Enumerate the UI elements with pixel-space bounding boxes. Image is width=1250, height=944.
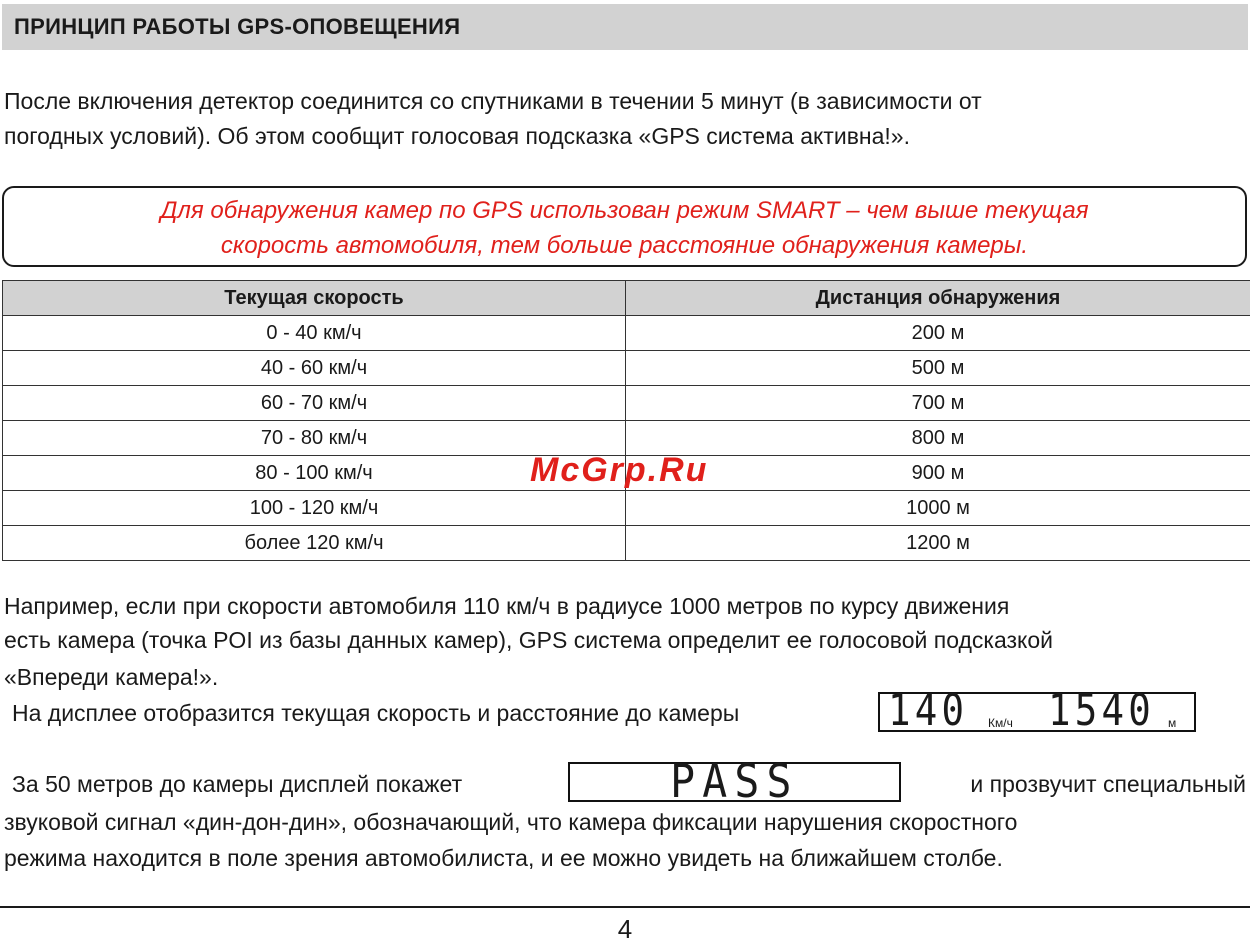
table-row bbox=[3, 351, 1250, 386]
example-line4: На дисплее отобразится текущая скорость и расстояние до камеры bbox=[12, 696, 872, 731]
note-line2: скорость автомобиля, тем больше расстояние обнаружения камеры. bbox=[221, 228, 1028, 263]
smart-mode-note bbox=[2, 186, 1247, 267]
section-title-bar bbox=[2, 4, 1248, 50]
intro-paragraph-line1: После включения детектор соединится со спутниками в течении 5 минут (в зависимости от bbox=[4, 84, 1246, 119]
speed-cell: 100 - 120 км/ч bbox=[3, 491, 626, 526]
speed-cell: 60 - 70 км/ч bbox=[3, 386, 626, 421]
display-speed-value: 140 bbox=[888, 692, 973, 730]
table-row bbox=[3, 316, 1250, 351]
footer-divider bbox=[0, 906, 1250, 908]
speed-cell: более 120 км/ч bbox=[3, 526, 626, 561]
pass-display bbox=[568, 762, 901, 802]
speed-distance-display bbox=[878, 692, 1196, 732]
example-line2: есть камера (точка POI из базы данных камер), GPS система определит ее голосовой подсказкой bbox=[4, 623, 1246, 658]
table-header-row bbox=[3, 281, 1250, 316]
speed-cell: 70 - 80 км/ч bbox=[3, 421, 626, 456]
table-row bbox=[3, 386, 1250, 421]
watermark: McGrp.Ru bbox=[530, 451, 708, 490]
distance-cell: 1200 м bbox=[626, 526, 1250, 561]
note-line1: Для обнаружения камер по GPS использован режим SMART – чем выше текущая bbox=[160, 193, 1088, 228]
intro-paragraph-line2: погодных условий). Об этом сообщит голосовая подсказка «GPS система активна!». bbox=[4, 119, 1246, 154]
distance-cell: 800 м bbox=[626, 421, 1250, 456]
distance-cell: 200 м bbox=[626, 316, 1250, 351]
page-number: 4 bbox=[600, 914, 650, 944]
speed-cell: 0 - 40 км/ч bbox=[3, 316, 626, 351]
header-speed: Текущая скорость bbox=[3, 281, 626, 316]
distance-cell: 700 м bbox=[626, 386, 1250, 421]
pass-after-text: и прозвучит специальный bbox=[916, 767, 1246, 802]
table-row bbox=[3, 491, 1250, 526]
display-distance-value: 1540 bbox=[1048, 692, 1150, 730]
speed-cell: 40 - 60 км/ч bbox=[3, 351, 626, 386]
distance-cell: 1000 м bbox=[626, 491, 1250, 526]
speed-cell: 80 - 100 км/ч bbox=[3, 456, 626, 491]
pass-line2: звуковой сигнал «дин-дон-дин», обозначающий, что камера фиксации нарушения скоростного bbox=[4, 805, 1246, 840]
table-row bbox=[3, 526, 1250, 561]
display-distance-unit: м bbox=[1168, 716, 1176, 730]
display-speed-unit: Км/ч bbox=[988, 716, 1048, 730]
header-distance: Дистанция обнаружения bbox=[626, 281, 1250, 316]
example-line1: Например, если при скорости автомобиля 110 км/ч в радиусе 1000 метров по курсу движения bbox=[4, 589, 1246, 624]
pass-display-text: PASS bbox=[670, 762, 799, 800]
pass-line3: режима находится в поле зрения автомобилиста, и ее можно увидеть на ближайшем столбе. bbox=[4, 841, 1246, 876]
pass-intro-text: За 50 метров до камеры дисплей покажет bbox=[12, 767, 572, 802]
detection-distance-table bbox=[2, 280, 1250, 561]
distance-cell: 500 м bbox=[626, 351, 1250, 386]
page-title: ПРИНЦИП РАБОТЫ GPS-ОПОВЕЩЕНИЯ bbox=[14, 14, 460, 40]
distance-cell: 900 м bbox=[626, 456, 1250, 491]
example-line3: «Впереди камера!». bbox=[4, 660, 1246, 695]
